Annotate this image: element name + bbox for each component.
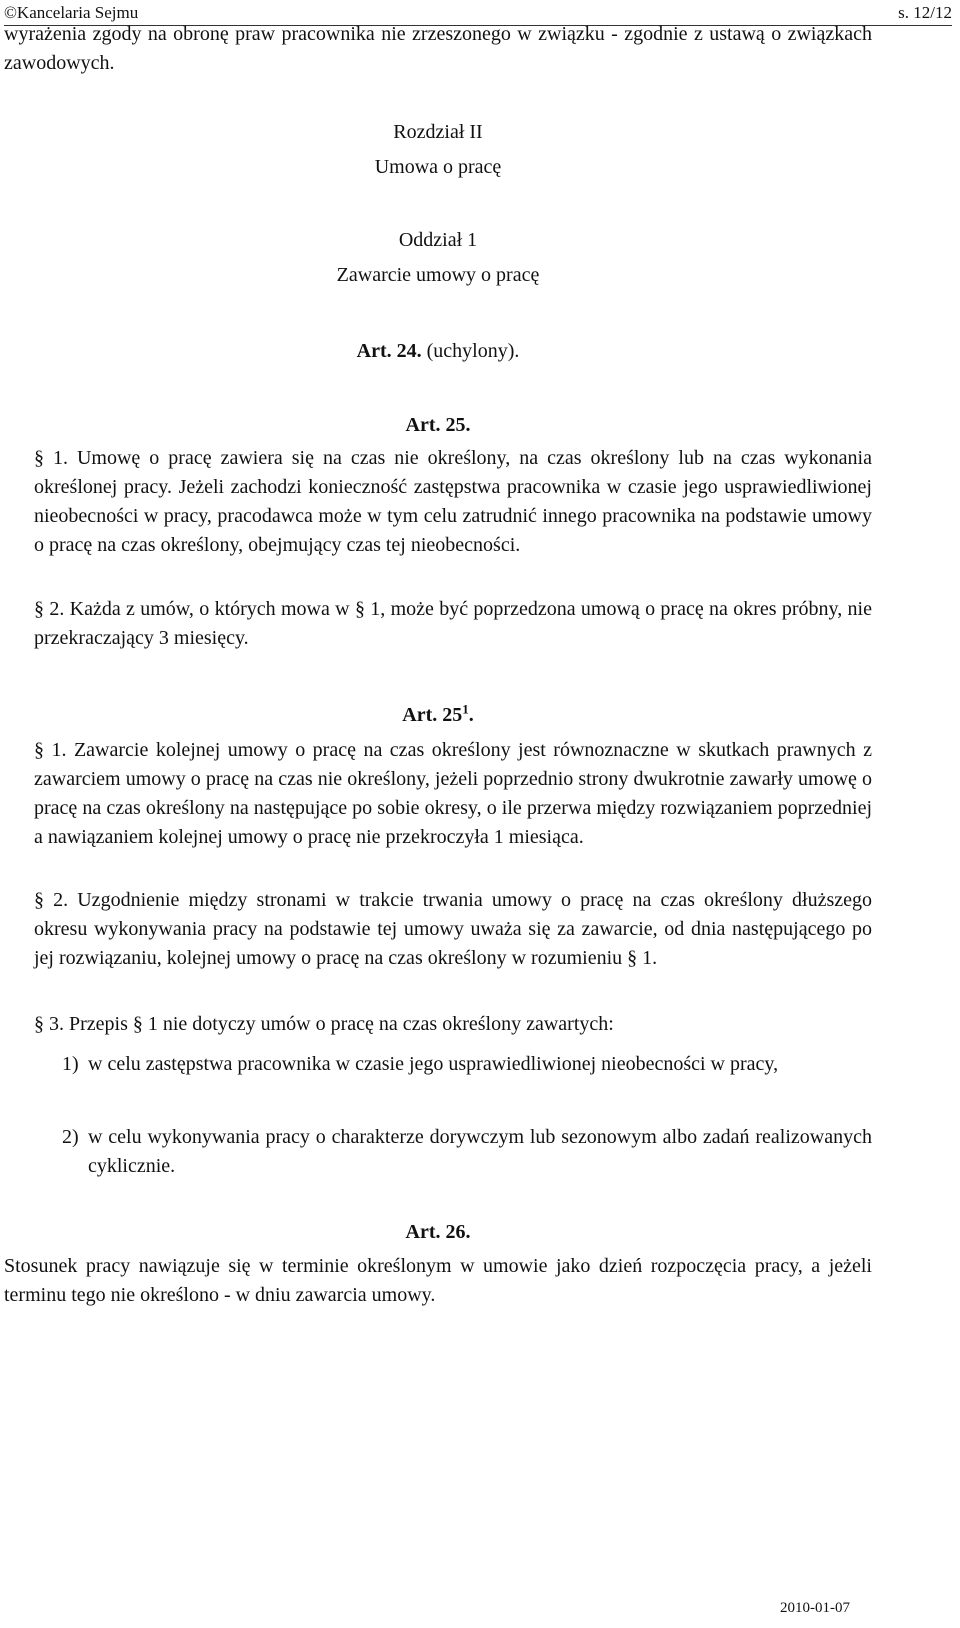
art25-label: Art. 25.: [405, 414, 471, 436]
publisher-label: ©Kancelaria Sejmu: [4, 3, 139, 22]
section-subtitle: Zawarcie umowy o pracę: [336, 264, 540, 286]
list-item-text: w celu zastępstwa pracownika w czasie jego usprawiedliwionej nieobecności w pracy,: [88, 1053, 779, 1075]
art26-text: Stosunek pracy nawiązuje się w terminie określonym w umowie jako dzień rozpoczęcia pracy, a jeżeli terminu tego nie określono - w dniu zawarcia umowy.: [4, 1255, 872, 1306]
art25-par2: § 2. Każda z umów, o których mowa w § 1, może być poprzedzona umową o pracę na okres próbny, nie przekraczający 3 miesięcy.: [34, 598, 872, 649]
art251-par3: § 3. Przepis § 1 nie dotyczy umów o pracę na czas określony zawartych:: [34, 1013, 614, 1035]
art251-label-text: Art. 25: [402, 704, 463, 726]
section-title: Oddział 1: [398, 229, 478, 251]
art251-superscript: 1: [462, 701, 469, 717]
list-item: [4, 1050, 872, 1079]
art25-par1: § 1. Umowę o pracę zawiera się na czas nie określony, na czas określony lub na czas wykonania określonej pracy. Jeżeli zachodzi konieczność zastępstwa pracownika w czasie jego usprawiedliwionej nieobecności w pracy, pracodawca może w tym celu zatrudnić innego pracownika na podstawie umowy o pracę na czas określony, obejmujący czas tej nieobecności.: [34, 447, 872, 556]
art24-line: [4, 337, 872, 366]
art26-label: Art. 26.: [405, 1221, 471, 1243]
page-number: s. 12/12: [898, 3, 952, 22]
list-item-number: 2): [62, 1126, 79, 1148]
list-item-number: 1): [62, 1053, 79, 1075]
art24-label: Art. 24.: [356, 340, 422, 362]
list-item: [4, 1123, 872, 1181]
intro-paragraph: wyrażenia zgody na obronę praw pracownika nie zrzeszonego w związku - zgodnie z ustawą o związkach zawodowych.: [4, 23, 872, 74]
list-item-text: w celu wykonywania pracy o charakterze dorywczym lub sezonowym albo zadań realizowanych cyklicznie.: [88, 1126, 872, 1177]
art251-par1: § 1. Zawarcie kolejnej umowy o pracę na czas określony jest równoznaczne w skutkach prawnych z zawarciem umowy o pracę na czas nie określony, jeżeli poprzednio strony dwukrotnie zawarły umowę o pracę na czas określony na następujące po sobie okresy, o ile przerwa między rozwiązaniem poprzedniej a nawiązaniem kolejnej umowy o pracę nie przekroczyła 1 miesiąca.: [34, 739, 872, 848]
art251-par2: § 2. Uzgodnienie między stronami w trakcie trwania umowy o pracę na czas określony dłuższego okresu wykonywania pracy na podstawie tej umowy uważa się za zawarcie, od dnia następującego po jej rozwiązaniu, kolejnej umowy o pracę na czas określony w rozumieniu § 1.: [34, 889, 872, 969]
art251-label-suffix: .: [468, 704, 474, 726]
chapter-subtitle: Umowa o pracę: [374, 156, 502, 178]
chapter-title: Rozdział II: [393, 121, 483, 143]
art251-label: [4, 701, 872, 730]
art24-text: (uchylony).: [426, 340, 520, 362]
document-date: 2010-01-07: [780, 1600, 850, 1616]
